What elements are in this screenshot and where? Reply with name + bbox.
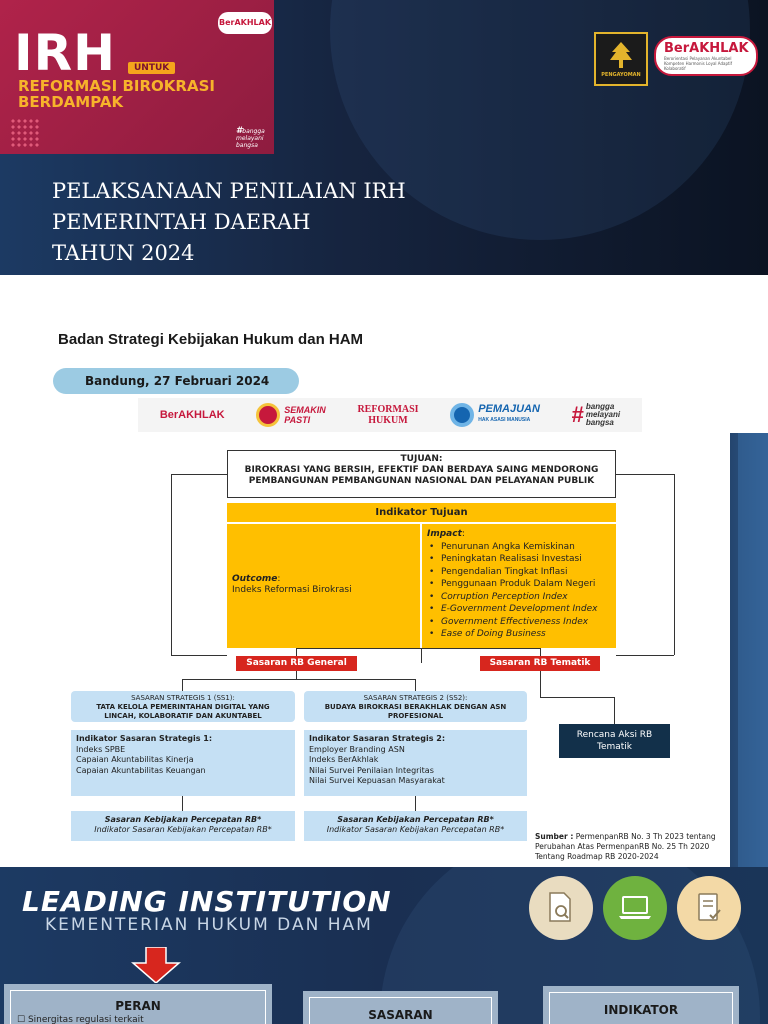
- indikator-ss2: Indikator Sasaran Strategis 2: Employer Branding ASN Indeks BerAkhlak Nilai Survei Penilaian Integritas Nilai Survei Kepuasan Masyarakat: [304, 730, 527, 796]
- kebijakan-percepatan-2: Sasaran Kebijakan Percepatan RB* Indikator Sasaran Kebijakan Percepatan RB*: [304, 811, 527, 841]
- indikator-tujuan-header: Indikator Tujuan: [227, 503, 616, 523]
- source-note: Sumber : PermenpanRB No. 3 Th 2023 tentang Perubahan Atas PermenpanRB No. 25 Th 2020 Tentang Roadmap RB 2020-2024: [535, 832, 716, 861]
- pemajuan-ham-logo: PEMAJUAN HAK ASASI MANUSIA: [450, 403, 540, 427]
- sasaran-rb-general-label: Sasaran RB General: [236, 656, 357, 671]
- indikator-box: INDIKATOR: [543, 986, 739, 1024]
- peran-box: PERAN ☐ Sinergitas regulasi terkait: [4, 984, 272, 1024]
- impact-list: [427, 541, 612, 641]
- list-item: • Ease of Doing Business: [427, 628, 612, 641]
- semakin-pasti-icon: [256, 403, 280, 427]
- banner-irh-text: IRH: [14, 24, 116, 82]
- berakhlak-mini-logo: BerAKHLAK: [218, 12, 272, 34]
- leading-institution-title: LEADING INSTITUTION: [22, 885, 392, 918]
- slide-title: PELAKSANAAN PENILAIAN IRH PEMERINTAH DAERAH TAHUN 2024: [52, 179, 406, 265]
- irh-banner: [0, 0, 274, 154]
- kebijakan-percepatan-1: Sasaran Kebijakan Percepatan RB* Indikator Sasaran Kebijakan Percepatan RB*: [71, 811, 295, 841]
- roadmap-diagram-slide: [0, 433, 768, 867]
- list-item: • E-Government Development Index: [427, 603, 612, 616]
- semakin-pasti-logo: SEMAKIN PASTI: [256, 403, 326, 427]
- checklist-document-icon: [677, 876, 741, 940]
- tujuan-box: TUJUAN: BIROKRASI YANG BERSIH, EFEKTIF DAN BERDAYA SAING MENDORONG PEMBANGUNAN PEMBANGUNAN NASIONAL DAN PELAYANAN PUBLIK: [227, 450, 616, 498]
- rencana-aksi-box: Rencana Aksi RB Tematik: [559, 724, 670, 758]
- bangga-melayani-mini-logo: #bangga melayani bangsa: [236, 126, 265, 149]
- list-item: • Corruption Perception Index: [427, 591, 612, 604]
- right-decor-bar-light: [738, 433, 768, 867]
- laptop-icon: [603, 876, 667, 940]
- bangga-melayani-logo: # bangga melayani bangsa: [571, 402, 621, 427]
- document-search-icon: [529, 876, 593, 940]
- indikator-ss1: Indikator Sasaran Strategis 1: Indeks SPBE Capaian Akuntabilitas Kinerja Capaian Akuntabilitas Keuangan: [71, 730, 295, 796]
- sasaran-strategis-2: SASARAN STRATEGIS 2 (SS2): BUDAYA BIROKRASI BERAKHLAK DENGAN ASN PROFESIONAL: [304, 691, 527, 722]
- hash-icon: #: [571, 402, 584, 427]
- banner-reform-text: REFORMASI BIROKRASI BERDAMPAK: [18, 77, 215, 111]
- down-arrow-icon: [131, 947, 181, 983]
- pengayoman-logo: PENGAYOMAN: [594, 32, 648, 86]
- leading-institution-slide: [0, 867, 768, 1024]
- berakhlak-strip-logo: BerAKHLAK: [159, 409, 225, 421]
- logos-strip: [138, 398, 642, 432]
- pemajuan-globe-icon: [450, 403, 474, 427]
- banner-untuk-badge: UNTUK: [128, 62, 175, 74]
- list-item: • Penggunaan Produk Dalam Negeri: [427, 578, 612, 591]
- berakhlak-logo: BerAKHLAK Berorientasi Pelayanan Akuntabel Kompeten Harmonis Loyal Adaptif Kolaboratif: [654, 36, 758, 76]
- pengayoman-tree-icon: [604, 40, 638, 70]
- sasaran-strategis-1: SASARAN STRATEGIS 1 (SS1): TATA KELOLA PEMERINTAHAN DIGITAL YANG LINCAH, KOLABORATIF DAN AKUNTABEL: [71, 691, 295, 722]
- reformasi-hukum-logo: REFORMASI HUKUM: [357, 404, 419, 426]
- list-item: • Peningkatan Realisasi Investasi: [427, 553, 612, 566]
- dots-pattern: [10, 118, 40, 148]
- title-slide: [0, 0, 768, 275]
- outcome-cell: Outcome: Indeks Reformasi Birokrasi: [227, 524, 421, 648]
- impact-cell: Impact: • Penurunan Angka Kemiskinan • Peningkatan Realisasi Investasi • Pengendalian Tingkat Inflasi • Penggunaan Produk Dalam Negeri • Corruption Perception Index • E-Government Development Index • Government Effectiveness Index • Ease of Doing Business: [422, 524, 616, 648]
- list-item: • Government Effectiveness Index: [427, 616, 612, 629]
- ministry-subtitle: KEMENTERIAN HUKUM DAN HAM: [45, 915, 373, 935]
- sasaran-box: SASARAN: [303, 991, 498, 1024]
- date-pill: Bandung, 27 Februari 2024: [53, 368, 299, 394]
- organization-name: Badan Strategi Kebijakan Hukum dan HAM: [58, 331, 364, 348]
- list-item: • Pengendalian Tingkat Inflasi: [427, 566, 612, 579]
- list-item: • Penurunan Angka Kemiskinan: [427, 541, 612, 554]
- sasaran-rb-tematik-label: Sasaran RB Tematik: [480, 656, 600, 671]
